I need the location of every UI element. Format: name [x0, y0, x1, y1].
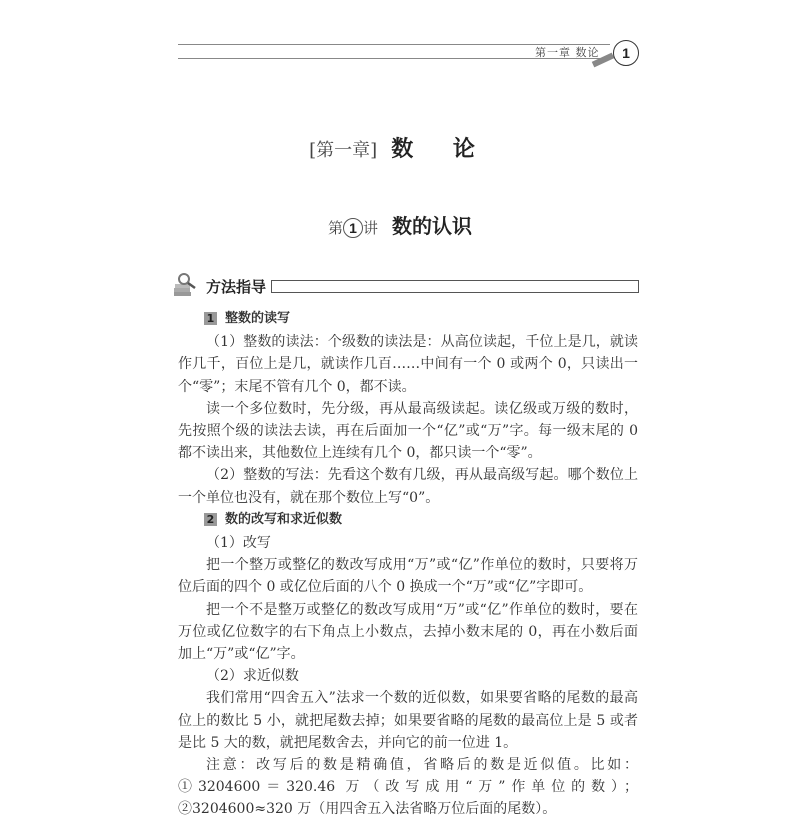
paragraph: 我们常用“四舍五入”法求一个数的近似数，如果要省略的尾数的最高位上的数比 5 小，就把尾数去掉；如果要省略的尾数的最高位上是 5 或者是比 5 大的数，就把尾数舍去，并向它的前一位进 1。 [178, 690, 638, 751]
section-heading: 2 数的改写和求近似数 [178, 509, 638, 531]
lecture-number: 1 [343, 218, 363, 238]
chapter-label: 第一章 [316, 140, 371, 161]
section-heading: 1 整数的读写 [178, 308, 638, 330]
body-text [178, 308, 638, 821]
books-magnifier-icon [172, 272, 198, 298]
lecture-title: 第 1 讲 数的认识 [327, 214, 473, 238]
paragraph: （2）求近似数 [206, 668, 299, 685]
paragraph: （1）改写 [206, 535, 271, 552]
paragraph: 把一个整万或整亿的数改写成用“万”或“亿”作单位的数时，只要将万位后面的四个 0 或亿位后面的八个 0 换成一个“万”或“亿”字即可。 [178, 557, 638, 596]
paragraph: 读一个多位数时，先分级，再从最高级读起。读亿级或万级的数时，先按照个级的读法去读，再在后面加一个“亿”或“万”字。每一级末尾的 0 都不读出来，其他数位上连续有几个 0，都只读一个“零”。 [178, 400, 638, 462]
chapter-title: [第一章] 数 论 [309, 136, 491, 162]
page-number: 1 [613, 40, 639, 66]
method-guide-heading: 方法指导 [206, 278, 267, 296]
chapter-name: 数 论 [391, 136, 491, 162]
paragraph: 把一个不是整万或整亿的数改写成用“万”或“亿”作单位的数时，要在万位或亿位数字的右下角点上小数点，去掉小数末尾的 0，再在小数后面加上“万”或“亿”字。 [178, 601, 638, 663]
lecture-name: 数的认识 [392, 214, 473, 238]
paragraph: （1）整数的读法：个级数的读法是：从高位读起，千位上是几，就读作几千，百位上是几，就读作几百……中间有一个 0 或两个 0，只读出一个“零”；末尾不管有几个 0，都不读。 [178, 334, 638, 395]
paragraph: 注意：改写后的数是精确值，省略后的数是近似值。比如：①3204600＝320.46 万（改写成用“万”作单位的数）；②3204600≈320 万（用四舍五入法省略万位后面的尾数）。 [178, 757, 638, 818]
paragraph: （2）整数的写法：先看这个数有几级，再从最高级写起。哪个数位上一个单位也没有，就在那个数位上写“0”。 [178, 467, 638, 506]
method-guide-bar [271, 280, 639, 293]
running-title: 第一章 数论 [535, 46, 600, 59]
